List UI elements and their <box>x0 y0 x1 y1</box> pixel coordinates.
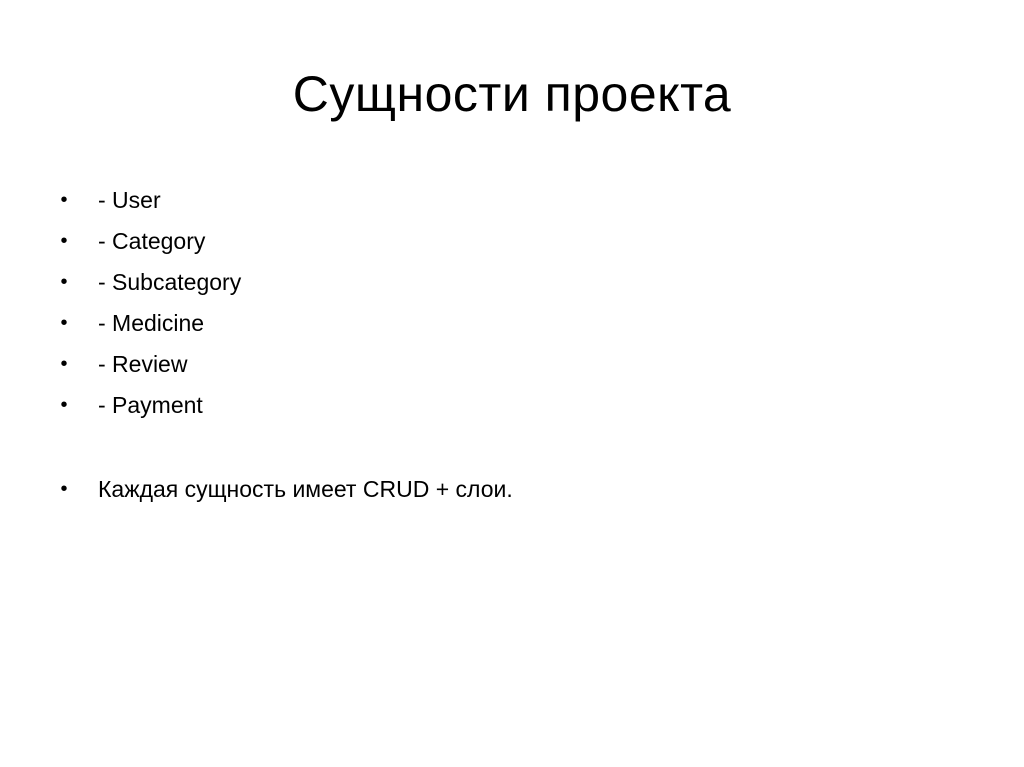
list-item-text: Каждая сущность имеет CRUD + слои. <box>98 476 513 502</box>
slide-title: Сущности проекта <box>292 66 732 122</box>
bullet-icon: • <box>60 271 68 293</box>
bullet-icon: • <box>60 353 68 375</box>
list-item-text: - User <box>98 187 161 213</box>
list-item-text: - Payment <box>98 392 203 418</box>
bullet-icon: • <box>60 189 68 211</box>
bullet-icon: • <box>60 394 68 416</box>
list-item-text: - Subcategory <box>98 269 242 295</box>
bullet-icon: • <box>60 312 68 334</box>
bullet-icon: • <box>60 478 68 500</box>
bullet-icon: • <box>60 230 68 252</box>
list-item-text: - Category <box>98 228 206 254</box>
list-item-text: - Review <box>98 351 188 377</box>
list-item-text: - Medicine <box>98 310 205 336</box>
